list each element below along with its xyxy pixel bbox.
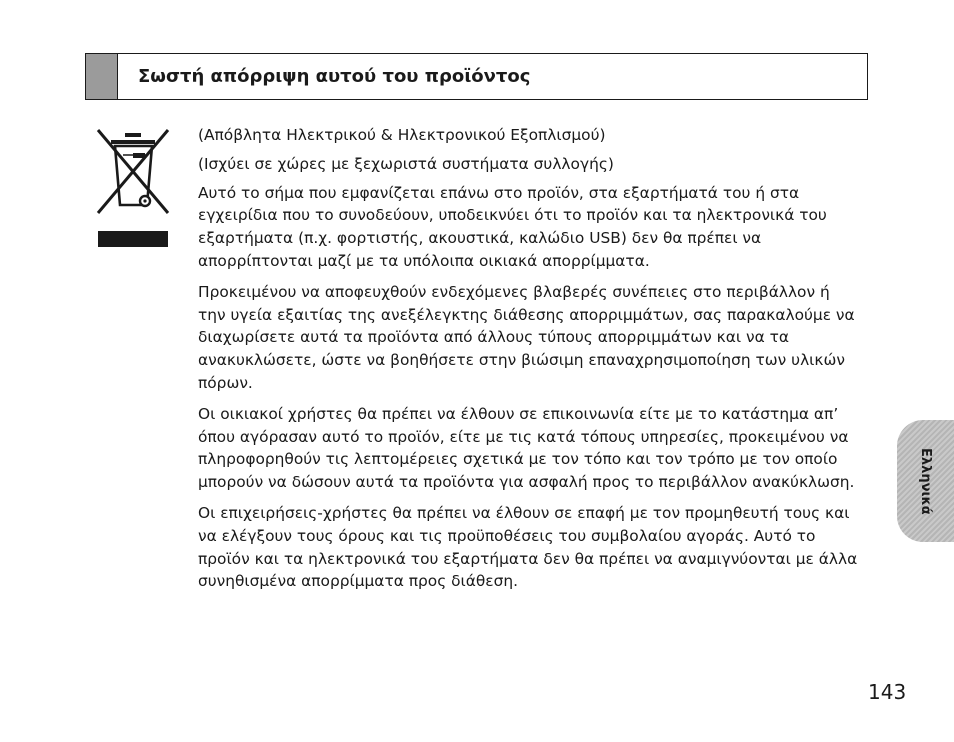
paragraph-business-users: Οι επιχειρήσεις-χρήστες θα πρέπει να έλθουν σε επαφή με τον προμηθευτή τους και να ελέγξουν τους όρους και τις προϋποθέσεις του συμβολαίου αγοράς. Αυτό το προϊόν και τα ηλεκτρονικά του εξαρτήματα δεν θα πρέπει να αναμιγνύονται με άλλα συνηθισμένα απορρίμματα προς διάθεση. bbox=[198, 503, 858, 591]
paragraph-environment: Προκειμένου να αποφευχθούν ενδεχόμενες βλαβερές συνέπειες στο περιβάλλον ή την υγεία εξαιτίας της ανεξέλεγκτης διάθεσης απορριμμάτων, σας παρακαλούμε να διαχωρίσετε αυτά τα προϊόντα από άλλους τύπους απορριμμάτων και να τα ανακυκλώσετε, ώστε να βοηθήσετε στην βιώσιμη επαναχρησιμοποίηση των υλικών πόρων. bbox=[198, 282, 855, 392]
crossed-out-wheelie-bin-icon bbox=[95, 127, 170, 249]
language-side-tab bbox=[897, 420, 954, 542]
section-header bbox=[85, 53, 868, 100]
language-label: Ελληνικά bbox=[918, 447, 933, 515]
paragraph-household-users: Οι οικιακοί χρήστες θα πρέπει να έλθουν σε επικοινωνία είτε με το κατάστημα απ’ όπου αγόρασαν αυτό το προϊόν, είτε με τις κατά τόπους υπηρεσίες, προκειμένου να πληροφορηθούν τις λεπτομέρειες σχετικά με τον τόπο και τον τρόπο με τον οποίο μπορούν να δώσουν αυτά τα προϊόντα για ασφαλή προς το περιβάλλον ανακύκλωση. bbox=[198, 404, 855, 492]
page-number: 143 bbox=[868, 680, 907, 704]
paragraph-weee-title: (Απόβλητα Ηλεκτρικού & Ηλεκτρονικού Εξοπλισμού) bbox=[198, 126, 606, 144]
paragraph-symbol-meaning: Αυτό το σήμα που εμφανίζεται επάνω στο προϊόν, στα εξαρτήματά του ή στα εγχειρίδια που το συνοδεύουν, υποδεικνύει ότι το προϊόν και τα ηλεκτρονικά του εξαρτήματα (π.χ. φορτιστής, ακουστικά, καλώδιο USB) δεν θα πρέπει να απορρίπτονται μαζί με τα υπόλοιπα οικιακά απορρίμματα. bbox=[198, 183, 827, 270]
header-accent-tab bbox=[86, 54, 118, 99]
disposal-text bbox=[198, 124, 862, 601]
paragraph-applicability: (Ισχύει σε χώρες με ξεχωριστά συστήματα συλλογής) bbox=[198, 154, 614, 173]
section-title: Σωστή απόρριψη αυτού του προϊόντος bbox=[138, 66, 531, 87]
